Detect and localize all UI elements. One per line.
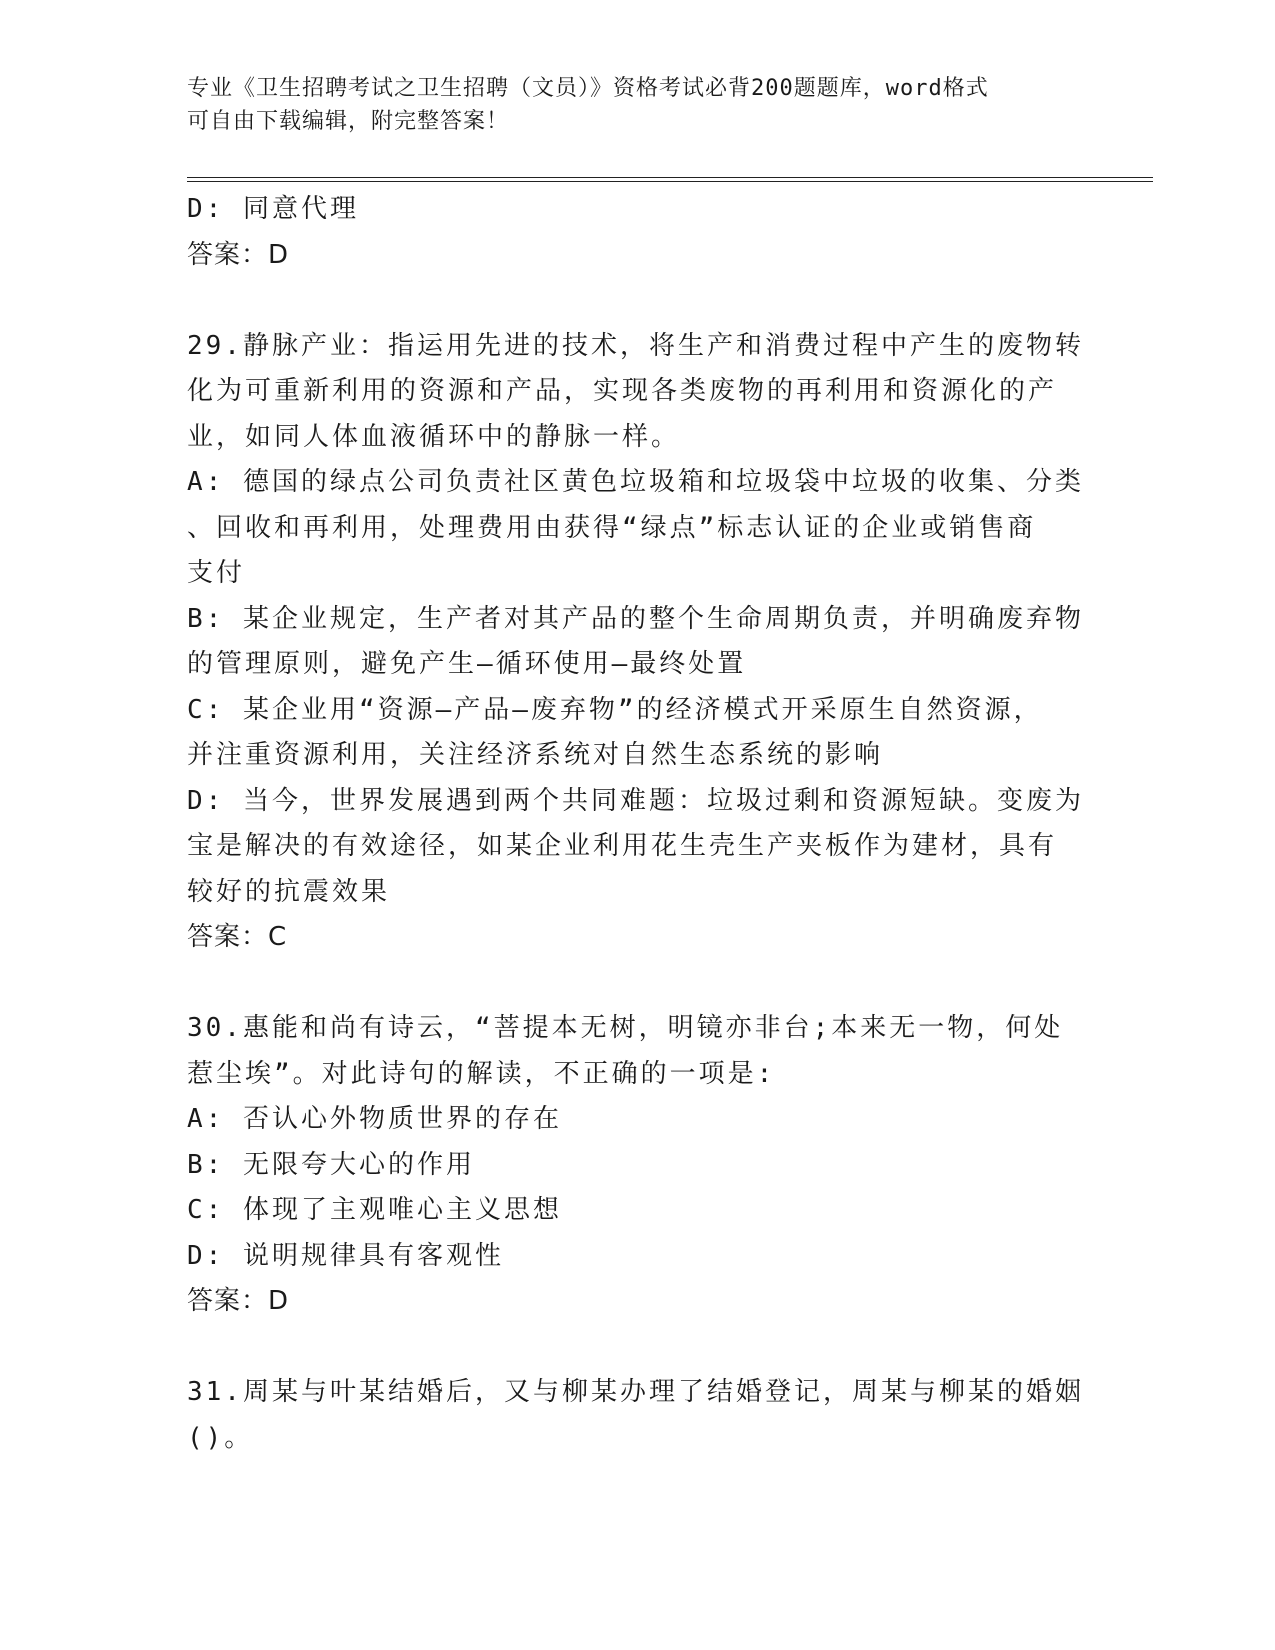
spacer bbox=[187, 278, 1067, 324]
question-stem-line: 31.周某与叶某结婚后，又与柳某办理了结婚登记，周某与柳某的婚姻 bbox=[187, 1377, 1084, 1407]
question-stem-line: 业，如同人体血液循环中的静脉一样。 bbox=[187, 421, 681, 452]
question-stem-line: 29.静脉产业：指运用先进的技术，将生产和消费过程中产生的废物转 bbox=[187, 330, 1084, 361]
spacer bbox=[187, 1325, 1067, 1371]
option-c: C: 体现了主观唯心主义思想 bbox=[187, 1195, 562, 1225]
header-line-1: 专业《卫生招聘考试之卫生招聘（文员）》资格考试必背200题题库，word格式 bbox=[187, 76, 989, 101]
option-b: B: 某企业规定，生产者对其产品的整个生命周期负责，并明确废弃物 bbox=[187, 603, 1084, 634]
option-b: B: 无限夸大心的作用 bbox=[187, 1149, 475, 1180]
question-30 bbox=[187, 1006, 1067, 1325]
answer-line: 答案：D bbox=[187, 1286, 290, 1316]
question-stem-line: 30.惠能和尚有诗云，“菩提本无树，明镜亦非台;本来无一物，何处 bbox=[187, 1013, 1064, 1043]
spacer bbox=[187, 961, 1067, 1007]
previous-question-tail bbox=[187, 187, 1067, 278]
answer-line: 答案：C bbox=[187, 922, 288, 952]
option-d: D: 同意代理 bbox=[187, 194, 359, 224]
option-d: D: 当今，世界发展遇到两个共同难题：垃圾过剩和资源短缺。变废为 bbox=[187, 785, 1084, 816]
question-31 bbox=[187, 1370, 1084, 1461]
header-divider-top bbox=[187, 177, 1153, 178]
question-content bbox=[187, 187, 1084, 1461]
option-a-cont: 、回收和再利用，处理费用由获得“绿点”标志认证的企业或销售商 bbox=[187, 512, 1037, 543]
question-29 bbox=[187, 324, 1084, 961]
option-d-cont: 宝是解决的有效途径，如某企业利用花生壳生产夹板作为建材，具有 bbox=[187, 831, 1058, 861]
option-b-cont: 的管理原则，避免产生—循环使用—最终处置 bbox=[187, 649, 747, 679]
question-stem-line: 化为可重新利用的资源和产品，实现各类废物的再利用和资源化的产 bbox=[187, 376, 1058, 406]
option-a: A: 否认心外物质世界的存在 bbox=[187, 1104, 562, 1134]
option-a-cont: 支付 bbox=[187, 558, 246, 588]
header-divider-bottom bbox=[187, 181, 1153, 182]
option-c: C: 某企业用“资源—产品—废弃物”的经济模式开采原生自然资源， bbox=[187, 694, 1043, 725]
option-c-cont: 并注重资源利用，关注经济系统对自然生态系统的影响 bbox=[187, 740, 884, 770]
option-d-cont: 较好的抗震效果 bbox=[187, 876, 391, 907]
question-stem-line: ()。 bbox=[187, 1422, 254, 1453]
question-stem-line: 惹尘埃”。对此诗句的解读，不正确的一项是: bbox=[187, 1058, 776, 1089]
option-d: D: 说明规律具有客观性 bbox=[187, 1240, 504, 1271]
header-line-2: 可自由下载编辑，附完整答案！ bbox=[187, 109, 510, 134]
answer-line: 答案：D bbox=[187, 239, 290, 270]
document-header bbox=[187, 72, 1087, 138]
option-a: A: 德国的绿点公司负责社区黄色垃圾箱和垃圾袋中垃圾的收集、分类 bbox=[187, 467, 1084, 497]
